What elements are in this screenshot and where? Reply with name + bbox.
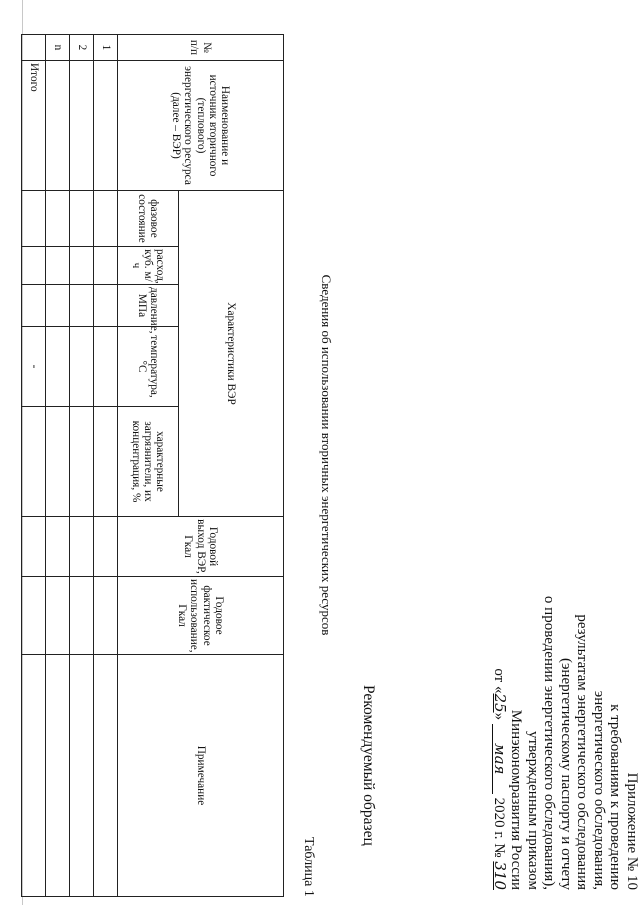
header-annual-use: Годовое фактическое использование, Гкал [118,577,284,655]
table-label: Таблица 1 [301,837,316,897]
header-phase: фазовое состояние [118,191,179,247]
annex-line-2: к требованиям к проведению [607,704,624,890]
table-row [46,35,70,897]
date-number: 310 [491,861,509,890]
annex-line-1: Приложение № 10 [624,772,640,890]
annex-line-8: Минэкономразвития России [508,709,525,890]
date-year: 2020 г. № [491,793,507,862]
header-temperature: температура, °С [118,327,179,407]
date-day: 25 [491,693,509,713]
header-flow: расход, куб. м/ч [118,247,179,285]
row-number: 1 [94,35,118,61]
header-note: Примечание [118,655,284,897]
annex-block [491,596,640,890]
header-name: Наименование и источник вторичного (теплового) энергетического ресурса (далее – ВЭР) [118,61,284,191]
date-month: мая [492,724,507,794]
annex-line-6: о проведении энергетического обследования), [541,595,558,890]
annex-line-3: энергетического обследования, [591,690,607,890]
table-row [94,35,118,897]
header-pollutants: характерные загрязнители, их концентрация, % [118,407,179,517]
row-number: n [46,35,70,61]
total-dash: - [22,327,46,407]
total-label: Итого [22,61,46,191]
document-title: Сведения об использовании вторичных энергетических ресурсов [319,274,334,636]
header-pressure: давление, МПа [118,285,179,327]
date-mid: » [491,712,507,724]
date-prefix: от « [491,668,507,694]
header-num: № п/п [118,35,284,61]
table-header-row [179,35,284,897]
resources-table [21,34,284,897]
annex-line-7: утвержденным приказом [525,730,541,890]
header-annual-output: Годовой выход ВЭР, Гкал [118,517,284,577]
annex-date-line [491,596,509,890]
table-total-row [22,35,46,897]
header-characteristics: Характеристики ВЭР [179,191,284,517]
table-row [70,35,94,897]
annex-line-5: (энергетическому паспорту и отчету [558,657,574,890]
row-number: 2 [70,35,94,61]
annex-line-4: результатам энергетического обследования [574,614,591,890]
sample-label: Рекомендуемый образец [360,685,377,846]
